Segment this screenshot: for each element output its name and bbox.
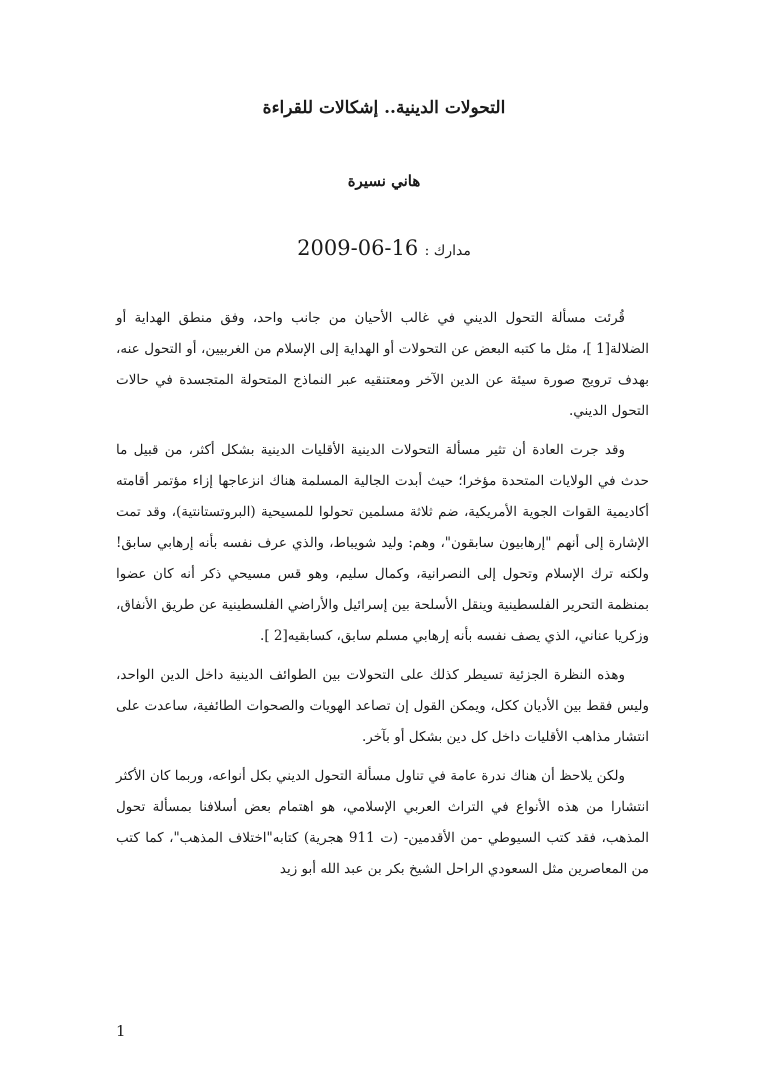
source-label: مدارك : [424, 243, 471, 259]
paragraph: وقد جرت العادة أن تثير مسألة التحولات الدينية الأقليات الدينية بشكل أكثر، من قبيل ما حدث في الولايات المتحدة مؤخرا؛ حيث أبدت الجالية المسلمة هناك انزعاجها إزاء مؤتمر أقامته أكاديمية القوات الجوية الأمريكية، ضم ثلاثة مسلمين تحولوا للمسيحية (البروتستانتية)، وقد تمت الإشارة إلى أنهم "إرهابيون سابقون"، وهم: وليد شويباط، والذي عرف نفسه بأنه إرهابي سابق! ولكنه ترك الإسلام وتحول إلى النصرانية، وكمال سليم، وهو قس مسيحي ذكر أنه كان عضوا بمنظمة التحرير الفلسطينية وينقل الأسلحة بين إسرائيل والأراضي الفلسطينية عن طريق الأنفاق، وزكريا عناني، الذي يصف نفسه بأنه إرهابي مسلم سابق، كسابقيه[2 ]. [116, 442, 649, 644]
paragraph: ولكن يلاحظ أن هناك ندرة عامة في تناول مسألة التحول الديني بكل أنواعه، وربما كان الأكثر انتشارا من هذه الأنواع في التراث العربي الإسلامي، هو اهتمام بعض أسلافنا بمسألة تحول المذهب، فقد كتب السيوطي -من الأقدمين- (ت 911 هجرية) كتابه"اختلاف المذهب"، كما كتب من المعاصرين مثل السعودي الراحل الشيخ بكر بن عبد الله أبو زيد [116, 768, 649, 877]
source-line [0, 236, 768, 260]
paragraph: قُرئت مسألة التحول الديني في غالب الأحيان من جانب واحد، وفق منطق الهداية أو الضلالة[1 ]، مثل ما كتبه البعض عن التحولات أو الهداية إلى الإسلام من الغربيين، أو التحول عنه، بهدف ترويج صورة سيئة عن الدين الآخر ومعتنقيه عبر النماذج المتحولة المتجسدة في حالات التحول الديني. [116, 310, 649, 419]
page-number: 1 [116, 1022, 126, 1040]
author-name: هاني نسيرة [347, 172, 421, 190]
article-title: التحولات الدينية.. إشكالات للقراءة [262, 98, 506, 118]
paragraph: وهذه النظرة الجزئية تسيطر كذلك على التحولات بين الطوائف الدينية داخل الدين الواحد، وليس فقط بين الأديان ككل، ويمكن القول إن تصاعد الهويات والصحوات الطائفية، ساعدت على انتشار مذاهب الأقليات داخل كل دين بشكل أو بآخر. [116, 667, 649, 745]
publication-date: 2009-06-16 [297, 236, 419, 260]
article-body [116, 303, 649, 893]
